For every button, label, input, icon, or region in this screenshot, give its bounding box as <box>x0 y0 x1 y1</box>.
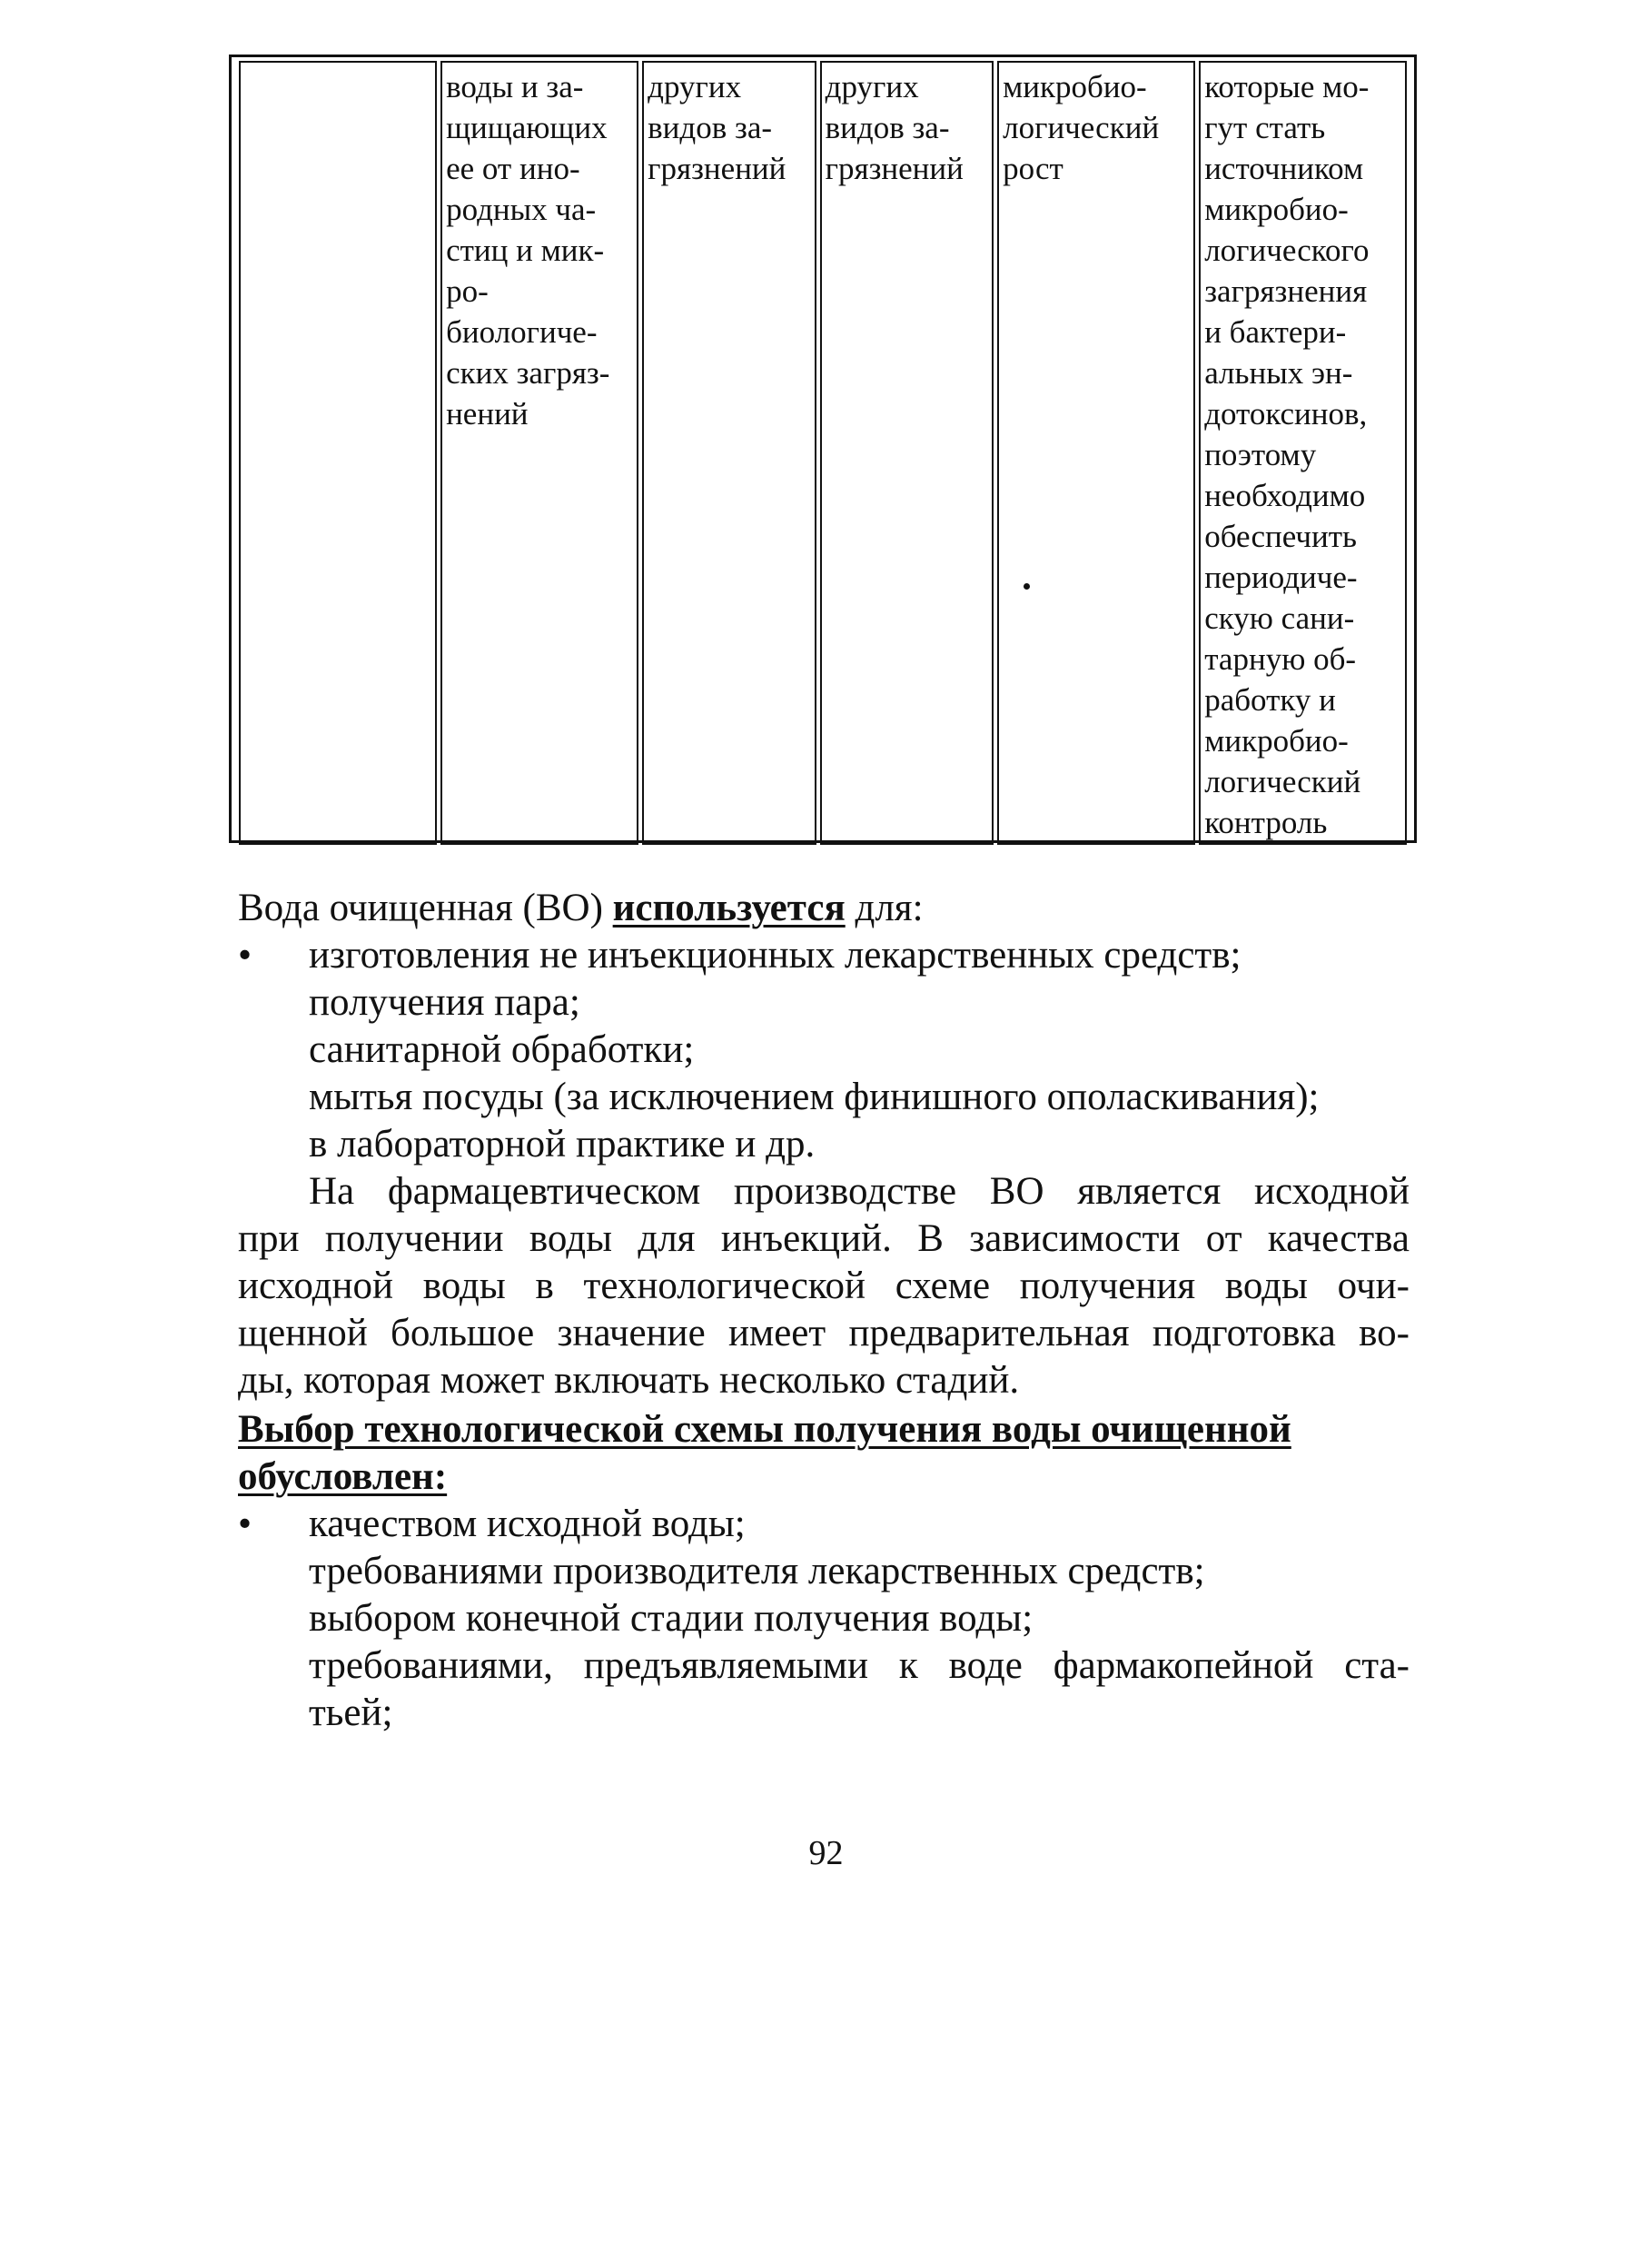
section-heading-cont <box>238 1454 1410 1500</box>
list-item: мытья посуды (за исключением финишного ополаскивания); <box>309 1076 1320 1118</box>
list-item: получения пара; <box>309 981 580 1024</box>
section-heading-line1: Выбор технологической схемы получения воды очищенной <box>238 1408 1291 1451</box>
list-item: качеством исходной воды; <box>309 1503 746 1545</box>
usage-intro <box>238 886 1410 931</box>
paragraph-line: На фармацевтическом производстве ВО является исходной <box>309 1170 1410 1213</box>
list-item: санитарной обработки; <box>309 1028 695 1071</box>
requirements-table <box>229 55 1417 843</box>
usage-intro-prefix: Вода очищенная (ВО) <box>238 887 613 929</box>
page-number: 92 <box>808 1834 844 1872</box>
table-row <box>239 61 1407 845</box>
paragraph-line: при получении воды для инъекций. В зависимости от качества <box>238 1217 1410 1260</box>
bullet-marker: • <box>238 934 252 977</box>
usage-intro-emphasis: используется <box>612 887 846 929</box>
table-cell-1 <box>239 61 437 845</box>
bullet-marker: • <box>238 1503 252 1545</box>
usage-intro-suffix: для: <box>845 887 924 929</box>
list-item: в лабораторной практике и др. <box>309 1123 816 1166</box>
paragraph-line: ды, которая может включать несколько стадий. <box>238 1359 1020 1402</box>
list-item: изготовления не инъекционных лекарственных средств; <box>309 934 1241 977</box>
table-cell-5: микробио- логический рост <box>997 61 1195 845</box>
table-body <box>235 61 1410 845</box>
table-cell-3: других видов за- грязнений <box>642 61 816 845</box>
list-item: требованиями, предъявляемыми к воде фармакопейной ста- <box>309 1644 1410 1687</box>
table-cell-6: которые мо- гут стать источником микробио- логического загрязнения и бактери- альных эн- дотоксинов, поэтому необходимо обеспечить периодиче- скую сани- тарную об- работку и микробио- логический контроль <box>1199 61 1407 845</box>
scan-dot-mark <box>1024 583 1030 590</box>
section-heading <box>238 1407 1410 1453</box>
list-item: тьей; <box>309 1691 393 1734</box>
section-heading-line2: обусловлен: <box>238 1455 448 1498</box>
table-cell-2: воды и за- щищающих ее от ино- родных ча- стиц и мик- ро- биологиче- ских загряз- нений <box>440 61 638 845</box>
paragraph-line: щенной большое значение имеет предварительная подготовка во- <box>238 1312 1410 1354</box>
list-item: требованиями производителя лекарственных средств; <box>309 1550 1205 1592</box>
paragraph-line: исходной воды в технологической схеме получения воды очи- <box>238 1265 1410 1307</box>
table-cell-4: других видов за- грязнений <box>820 61 994 845</box>
list-item: выбором конечной стадии получения воды; <box>309 1597 1034 1640</box>
